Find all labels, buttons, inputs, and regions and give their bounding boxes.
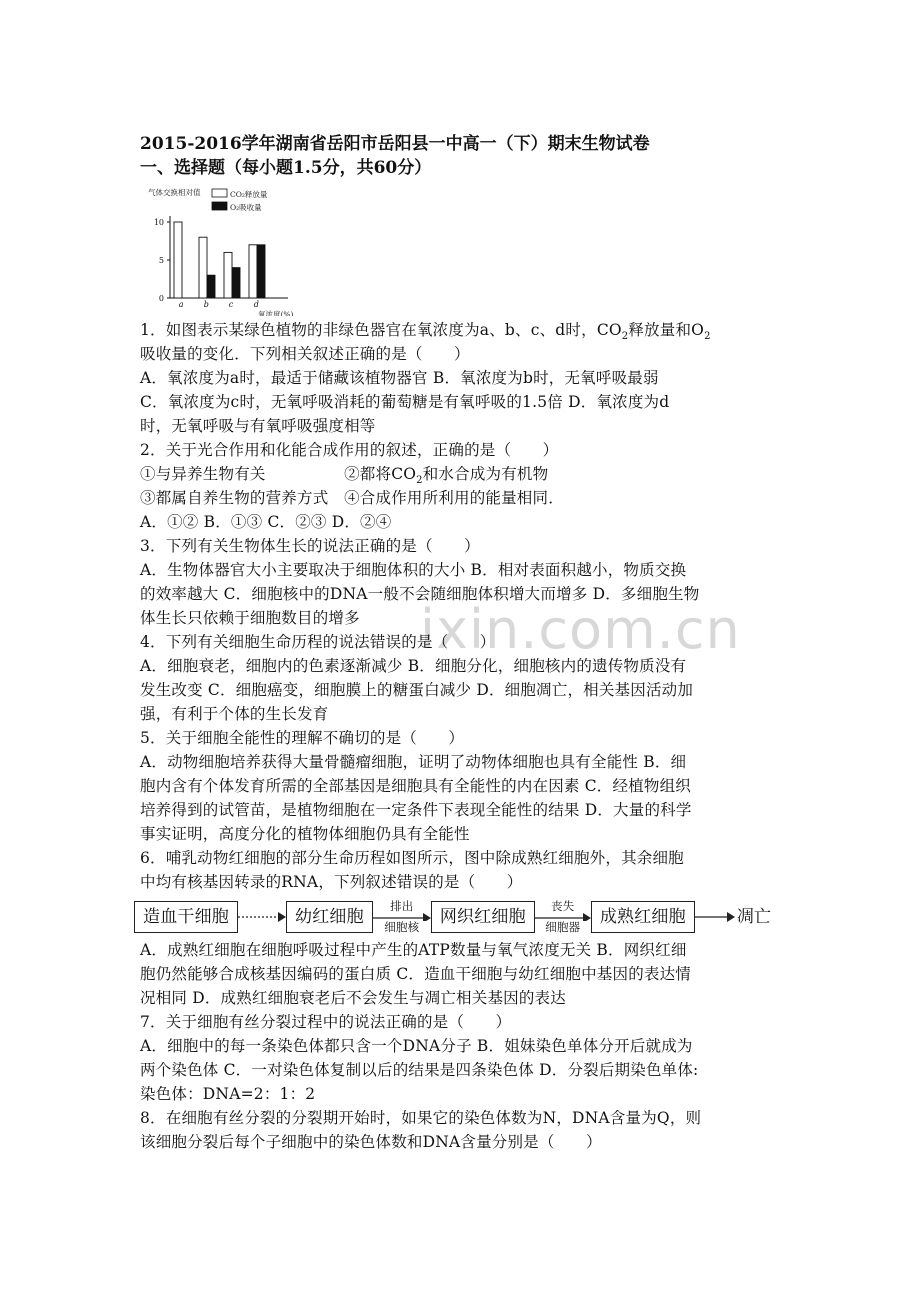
legend-label: CO₂释放量 xyxy=(230,190,268,199)
flow-box-reticulocyte: 网织红细胞 xyxy=(431,901,535,933)
q3-line: 体生长只依赖于细胞数目的增多 xyxy=(140,609,360,627)
q6-stem-2: 中均有核基因转录的RNA，下列叙述错误的是（ ） xyxy=(140,873,523,891)
bar xyxy=(257,245,265,298)
page-title: 2015-2016学年湖南省岳阳市岳阳县一中高一（下）期末生物试卷 xyxy=(140,134,650,154)
q4-line: 发生改变 C．细胞癌变，细胞膜上的糖蛋白减少 D．细胞凋亡，相关基因活动加 xyxy=(140,681,694,699)
q4-line: A．细胞衰老，细胞内的色素逐渐减少 B．细胞分化，细胞核内的遗传物质没有 xyxy=(140,657,687,675)
q8-line: 8．在细胞有丝分裂的分裂期开始时，如果它的染色体数为N，DNA含量为Q，则 xyxy=(140,1109,702,1127)
question-7 xyxy=(140,1010,790,1106)
bar xyxy=(199,237,207,298)
q5-stem: 5．关于细胞全能性的理解不确切的是（ ） xyxy=(140,729,465,747)
q6-stem: 6．哺乳动物红细胞的部分生命历程如图所示，图中除成熟红细胞外，其余细胞 xyxy=(140,849,684,867)
question-4 xyxy=(140,630,790,726)
exam-page xyxy=(140,132,790,1154)
x-tick-label: a xyxy=(178,300,184,309)
question-2 xyxy=(140,438,790,534)
q7-line: 两个染色体 C．一对染色体复制以后的结果是四条染色体 D．分裂后期染色单体: xyxy=(140,1061,699,1079)
flow-arrow-3 xyxy=(535,900,591,934)
red-cell-flow-diagram xyxy=(134,900,790,934)
flow-arrow-2 xyxy=(373,900,431,934)
flow-label-nucleus: 细胞核 xyxy=(384,920,420,934)
flow-box-erythroblast: 幼红细胞 xyxy=(286,901,373,933)
q2-items-2: ③都属自养生物的营养方式 ④合成作用所利用的能量相同． xyxy=(140,489,564,507)
flow-end-apoptosis: 凋亡 xyxy=(736,907,772,927)
flow-box-stem-cell: 造血干细胞 xyxy=(134,901,238,933)
bar xyxy=(207,275,215,298)
q7-stem: 7．关于细胞有丝分裂过程中的说法正确的是（ ） xyxy=(140,1013,512,1031)
chart-xlabel: 氧浓度(%) xyxy=(258,310,294,316)
q3-line: A．生物体器官大小主要取决于细胞体积的大小 B．相对表面积越小，物质交换 xyxy=(140,561,687,579)
x-tick-label: b xyxy=(203,300,209,309)
flow-arrow-4 xyxy=(695,900,735,934)
y-tick-label: 0 xyxy=(158,294,164,303)
x-tick-label: d xyxy=(253,300,259,309)
flow-box-mature-rbc: 成熟红细胞 xyxy=(591,901,695,933)
q1-stem-2: 吸收量的变化．下列相关叙述正确的是（ ） xyxy=(140,345,470,363)
question-8 xyxy=(140,1106,790,1154)
q1-stem: 1．如图表示某绿色植物的非绿色器官在氧浓度为a、b、c、d时，$CO_2$释放量和$O_2$ xyxy=(140,321,711,343)
bar xyxy=(232,268,240,298)
question-3 xyxy=(140,534,790,630)
bar xyxy=(249,245,257,298)
x-tick-label: c xyxy=(228,300,234,309)
q7-line: 染色体：DNA=2：1：2 xyxy=(140,1085,316,1103)
question-1 xyxy=(140,318,790,438)
y-tick-label: 5 xyxy=(158,256,164,265)
q2-options: A．①② B．①③ C．②③ D．②④ xyxy=(140,513,392,531)
chart-ylabel: 气体交换相对值 xyxy=(148,188,201,197)
q6-options: 况相同 D．成熟红细胞衰老后不会发生与凋亡相关基因的表达 xyxy=(140,989,566,1007)
q3-line: 的效率越大 C．细胞核中的DNA一般不会随细胞体积增大而增多 D．多细胞生物 xyxy=(140,585,700,603)
flow-label-organelle: 细胞器 xyxy=(545,920,581,934)
q8-line: 该细胞分裂后每个子细胞中的染色体数和DNA含量分别是（ ） xyxy=(140,1133,602,1151)
legend-swatch xyxy=(212,202,227,210)
flow-arrow-1 xyxy=(238,900,286,934)
chart-svg xyxy=(148,186,298,316)
q5-line: A．动物细胞培养获得大量骨髓瘤细胞，证明了动物体细胞也具有全能性 B．细 xyxy=(140,753,687,771)
section-heading: 一、选择题（每小题1.5分，共60分） xyxy=(140,158,432,178)
flow-label-expel: 排出 xyxy=(390,899,414,913)
legend-label: O₂吸收量 xyxy=(230,203,262,212)
y-tick-label: 10 xyxy=(153,218,164,227)
q1-options-cd: C．氧浓度为c时，无氧呼吸消耗的葡萄糖是有氧呼吸的1.5倍 D．氧浓度为d xyxy=(140,393,670,411)
q6-options: A．成熟红细胞在细胞呼吸过程中产生的ATP数量与氧气浓度无关 B．网织红细 xyxy=(140,941,687,959)
bar xyxy=(224,252,232,298)
q1-options-ab: A．氧浓度为a时，最适于储藏该植物器官 B．氧浓度为b时，无氧呼吸最弱 xyxy=(140,369,659,387)
q2-items-1: ①与异养生物有关 ②都将$CO_2$和水合成为有机物 xyxy=(140,465,549,487)
question-5 xyxy=(140,726,790,846)
q6-options: 胞仍然能够合成核基因编码的蛋白质 C．造血干细胞与幼红细胞中基因的表达情 xyxy=(140,965,691,983)
q7-line: A．细胞中的每一条染色体都只含一个DNA分子 B．姐妹染色单体分开后就成为 xyxy=(140,1037,693,1055)
watermark: ixin.com.cn xyxy=(420,598,741,661)
oxygen-bar-chart xyxy=(148,186,298,316)
legend-swatch xyxy=(212,189,227,197)
q5-line: 培养得到的试管苗，是植物细胞在一定条件下表现全能性的结果 D．大量的科学 xyxy=(140,801,692,819)
q4-stem: 4．下列有关细胞生命历程的说法错误的是（ ） xyxy=(140,633,496,651)
q3-stem: 3．下列有关生物体生长的说法正确的是（ ） xyxy=(140,537,480,555)
q1-options-cd-2: 时，无氧呼吸与有氧呼吸强度相等 xyxy=(140,417,376,435)
q5-line: 胞内含有个体发育所需的全部基因是细胞具有全能性的内在因素 C．经植物组织 xyxy=(140,777,691,795)
bar xyxy=(174,222,182,298)
q5-line: 事实证明，高度分化的植物体细胞仍具有全能性 xyxy=(140,825,470,843)
q2-stem: 2．关于光合作用和化能合成作用的叙述，正确的是（ ） xyxy=(140,441,559,459)
question-6 xyxy=(140,846,790,1010)
flow-label-lose: 丧失 xyxy=(551,899,575,913)
q4-line: 强，有利于个体的生长发育 xyxy=(140,705,329,723)
